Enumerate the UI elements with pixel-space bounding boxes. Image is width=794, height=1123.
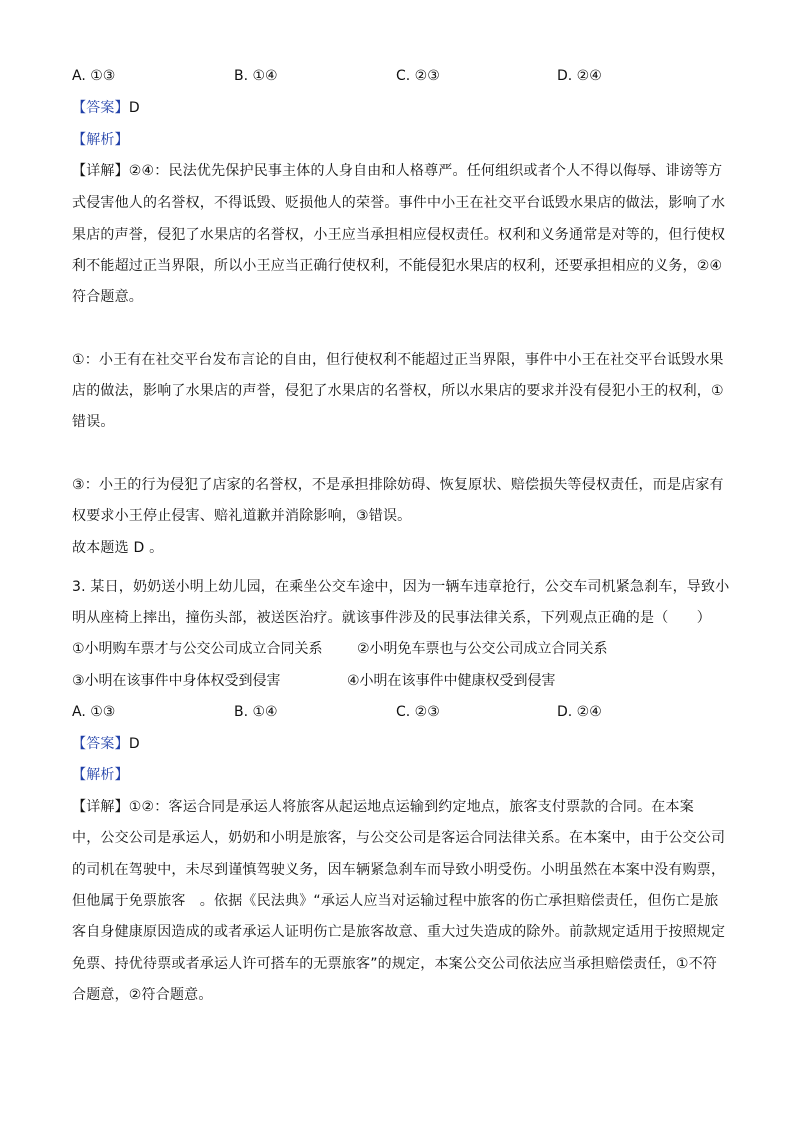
answer-tag: 【答案】 bbox=[72, 100, 129, 116]
q3-option-d: D. ②④ bbox=[557, 704, 602, 720]
q3-option-a: A. ①③ bbox=[72, 704, 116, 720]
q2-detail-line: 【详解】②④：民法优先保护民事主体的人身自由和人格尊严。任何组织或者个人不得以侮辱、诽谤等方 bbox=[72, 163, 723, 179]
answer-value: D bbox=[128, 736, 140, 752]
q2-para1-line: ①：小王有在社交平台发布言论的自由，但行使权利不能超过正当界限，事件中小王在社交平台诋毁水果 bbox=[72, 352, 724, 368]
q2-conclusion: 故本题选 D 。 bbox=[72, 540, 164, 556]
q2-para1-line: 店的做法，影响了水果店的声誉，侵犯了水果店的名誉权，所以水果店的要求并没有侵犯小王的权利，① bbox=[72, 383, 724, 399]
q2-detail-line: 式侵害他人的名誉权，不得诋毁、贬损他人的荣誉。事件中小王在社交平台诋毁水果店的做法，影响了水 bbox=[72, 195, 726, 211]
q3-statement-1: ①小明购车票才与公交公司成立合同关系 bbox=[72, 641, 323, 657]
q2-option-a: A. ①③ bbox=[72, 68, 116, 84]
q3-answer bbox=[72, 734, 140, 754]
answer-value: D bbox=[128, 100, 140, 116]
q3-detail-line: 中，公交公司是承运人，奶奶和小明是旅客，与公交公司是客运合同法律关系。在本案中，由于公交公司 bbox=[72, 830, 726, 846]
q3-option-c: C. ②③ bbox=[396, 704, 440, 720]
q2-detail-line: 利不能超过正当界限，所以小王应当正确行使权利，不能侵犯水果店的权利，还要承担相应的义务，②④ bbox=[72, 258, 723, 274]
q3-analysis-tag: 【解析】 bbox=[72, 767, 129, 783]
q2-option-c: C. ②③ bbox=[396, 68, 440, 84]
q3-stem-line: 3. 某日，奶奶送小明上幼儿园，在乘坐公交车途中，因为一辆车违章抢行，公交车司机紧急刹车，导致小 bbox=[72, 579, 730, 595]
q2-option-d: D. ②④ bbox=[557, 68, 602, 84]
q2-option-b: B. ①④ bbox=[234, 68, 278, 84]
q3-detail-line: 客自身健康原因造成的或者承运人证明伤亡是旅客故意、重大过失造成的除外。前款规定适用于按照规定 bbox=[72, 924, 726, 940]
q2-answer bbox=[72, 98, 140, 118]
q3-statement-2: ②小明免车票也与公交公司成立合同关系 bbox=[357, 641, 608, 657]
q3-stem-line: 明从座椅上摔出，撞伤头部，被送医治疗。就该事件涉及的民事法律关系，下列观点正确的是（ ） bbox=[72, 610, 711, 626]
q2-detail-line: 符合题意。 bbox=[72, 289, 143, 305]
q3-statement-3: ③小明在该事件中身体权受到侵害 bbox=[72, 673, 281, 689]
q3-detail-line: 【详解】①②：客运合同是承运人将旅客从起运地点运输到约定地点，旅客支付票款的合同。在本案 bbox=[72, 799, 694, 815]
q3-option-b: B. ①④ bbox=[234, 704, 278, 720]
q3-detail-line: 但他属于免票旅客 。依据《民法典》“承运人应当对运输过程中旅客的伤亡承担赔偿责任，但伤亡是旅 bbox=[72, 893, 719, 909]
q2-para3-line: ③：小王的行为侵犯了店家的名誉权，不是承担排除妨碍、恢复原状、赔偿损失等侵权责任，而是店家有 bbox=[72, 477, 724, 493]
q3-detail-line: 的司机在驾驶中，未尽到谨慎驾驶义务，因车辆紧急刹车而导致小明受伤。小明虽然在本案中没有购票， bbox=[72, 862, 726, 878]
q3-statement-4: ④小明在该事件中健康权受到侵害 bbox=[347, 673, 556, 689]
q2-para1-line: 错误。 bbox=[72, 414, 115, 430]
q3-detail-line: 合题意，②符合题意。 bbox=[72, 987, 213, 1003]
q2-analysis-tag: 【解析】 bbox=[72, 132, 129, 148]
q2-detail-line: 果店的声誉，侵犯了水果店的名誉权，小王应当承担相应侵权责任。权利和义务通常是对等的，但行使权 bbox=[72, 227, 726, 243]
answer-tag: 【答案】 bbox=[72, 736, 129, 752]
q2-para3-line: 权要求小王停止侵害、赔礼道歉并消除影响，③错误。 bbox=[72, 508, 412, 524]
q3-detail-line: 免票、持优待票或者承运人许可搭车的无票旅客”的规定，本案公交公司依法应当承担赔偿责任，①不符 bbox=[72, 956, 718, 972]
